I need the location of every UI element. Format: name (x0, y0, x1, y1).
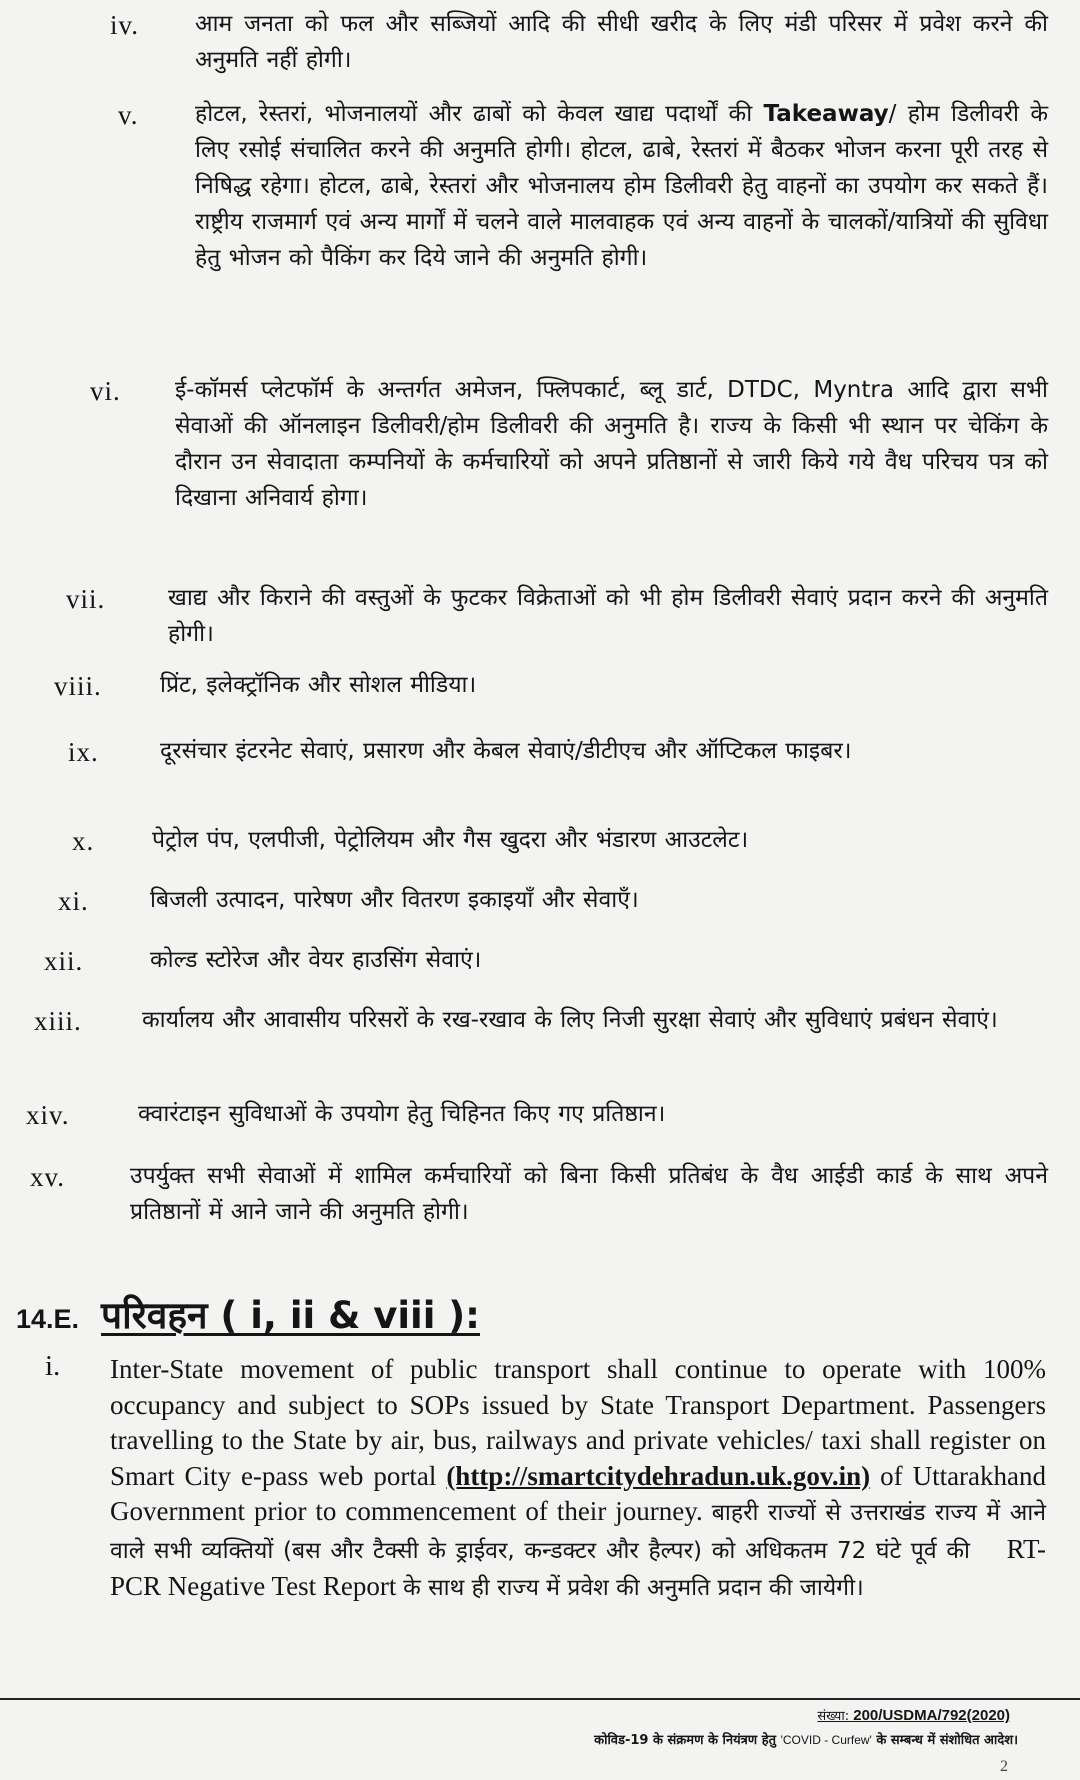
item-text: पेट्रोल पंप, एलपीजी, पेट्रोलियम और गैस खुदरा और भंडारण आउटलेट। (152, 827, 749, 853)
footer-note (594, 1730, 1018, 1748)
list-item-ix (0, 733, 1080, 805)
list-item-v (0, 96, 1080, 356)
list-item-vii (0, 580, 1080, 652)
section-heading (16, 1288, 480, 1339)
item-number: viii. (54, 671, 102, 701)
footer-note-quote: 'COVID - Curfew' (780, 1733, 872, 1747)
list-item-xii (0, 942, 1080, 982)
portal-link[interactable]: (http://smartcitydehradun.uk.gov.in) (446, 1460, 871, 1491)
list-item-xiii (0, 1002, 1080, 1074)
list-item-iv (0, 6, 1080, 78)
item-text-part: होटल, रेस्तरां, भोजनालयों और ढाबों को केवल खाद्य पदार्थों की (195, 101, 753, 127)
item-text: दूरसंचार इंटरनेट सेवाएं, प्रसारण और केबल सेवाएं/डीटीएच और ऑप्टिकल फाइबर। (160, 738, 852, 764)
list-item-xv (0, 1158, 1080, 1230)
reference-number (817, 1706, 1010, 1724)
item-number: ix. (68, 737, 99, 767)
item-text: क्वारंटाइन सुविधाओं के उपयोग हेतु चिहिनत किए गए प्रतिष्ठान। (138, 1101, 666, 1127)
footer-note-part: कोविड-19 के संक्रमण के नियंत्रण हेतु (594, 1733, 777, 1748)
item-number: iv. (110, 10, 139, 40)
item-text: आम जनता को फल और सब्जियों आदि की सीधी खरीद के लिए मंडी परिसर में प्रवेश करने की अनुमति नहीं होगी। (195, 11, 1048, 73)
item-text: खाद्य और किराने की वस्तुओं के फुटकर विक्रेताओं को भी होम डिलीवरी सेवाएं प्रदान करने की अनुमति होगी। (168, 585, 1048, 647)
reference-label: संख्या: (817, 1709, 850, 1724)
footer-divider (0, 1698, 1080, 1700)
list-item-x (0, 822, 1080, 862)
item-number: x. (72, 826, 95, 856)
item-number: xiii. (34, 1006, 82, 1036)
item-number: xi. (58, 886, 89, 916)
item-number: vi. (90, 376, 121, 406)
item-text-part: of Uttarakhand Government prior to commencement of their journey. (110, 1460, 1047, 1526)
item-number: xii. (44, 946, 84, 976)
section-number: 14.E. (16, 1304, 80, 1334)
item-text: प्रिंट, इलेक्ट्रॉनिक और सोशल मीडिया। (160, 672, 477, 698)
item-text: ई-कॉमर्स प्लेटफॉर्म के अन्तर्गत अमेजन, फ्लिपकार्ट, ब्लू डार्ट, DTDC, Myntra आदि द्वारा सभी सेवाओं की ऑनलाइन डिलीवरी/होम डिलीवरी की अनुमति है। राज्य के किसी भी स्थान पर चेकिंग के दौरान उन सेवादाता कम्पनियों के कर्मचारियों को अपने प्रतिष्ठानों से जारी किये गये वैध परिचय पत्र को दिखाना अनिवार्य होगा। (175, 377, 1048, 511)
item-text-part: Inter-State movement of public transport shall continue to operate with 100% occupancy and subject to SOPs issued by State Transport Department. Passengers travelling to the State by air, bus, railways and private vehicles/ taxi shall register on Smart City e-pass web portal (110, 1354, 1046, 1491)
item-number: v. (118, 100, 139, 130)
reference-value: 200/USDMA/792(2020) (853, 1707, 1010, 1724)
section-title: परिवहन ( i, ii & viii ): (101, 1294, 480, 1337)
list-item-vi (0, 372, 1080, 552)
list-item-viii (0, 667, 1080, 707)
item-number: xv. (30, 1162, 65, 1192)
item-text: कार्यालय और आवासीय परिसरों के रख-रखाव के लिए निजी सुरक्षा सेवाएं और सुविधाएं प्रबंधन सेवाएं। (142, 1007, 998, 1033)
list-item-xi (0, 882, 1080, 922)
item-text (195, 96, 1048, 276)
page-number: 2 (1000, 1758, 1008, 1775)
item-text (110, 1352, 1046, 1607)
item-text: बिजली उत्पादन, पारेषण और वितरण इकाइयाँ और सेवाएँ। (150, 887, 639, 913)
item-number: xiv. (26, 1100, 70, 1130)
item-text-hindi: के साथ ही राज्य में प्रवेश की अनुमति प्रदान की जायेगी। (403, 1575, 864, 1601)
item-number: vii. (66, 584, 106, 614)
item-text-bold: Takeaway (763, 101, 889, 127)
footer-note-part: के सम्बन्ध में संशोधित आदेश। (876, 1733, 1018, 1748)
item-text: उपर्युक्त सभी सेवाओं में शामिल कर्मचारियों को बिना किसी प्रतिबंध के वैध आईडी कार्ड के साथ अपने प्रतिष्ठानों में आने जाने की अनुमति होगी। (130, 1163, 1048, 1225)
item-text-hindi: बाहरी राज्यों से उत्तराखंड राज्य में आने वाले सभी व्यक्तियों (बस और टैक्सी के ड्राईवर, कन्डक्टर और हैल्पर) को अधिकतम 72 घंटे पूर्व की (110, 1500, 1047, 1564)
list-item-xiv (0, 1096, 1080, 1136)
item-text-part: RT-PCR Negative Test Report (110, 1533, 1046, 1601)
item-number: i. (45, 1350, 61, 1382)
item-text-part: / होम डिलीवरी के लिए रसोई संचालित करने की अनुमति होगी। होटल, ढाबे, रेस्तरां में बैठकर भोजन करना पूरी तरह से निषिद्ध रहेगा। होटल, ढाबे, रेस्तरां और भोजनालय होम डिलीवरी हेतु वाहनों का उपयोग कर सकते हैं। राष्ट्रीय राजमार्ग एवं अन्य मार्गों में चलने वाले मालवाहक एवं अन्य वाहनों के चालकों/यात्रियों की सुविधा हेतु भोजन को पैकिंग कर दिये जाने की अनुमति होगी। (195, 101, 1049, 271)
item-text: कोल्ड स्टोरेज और वेयर हाउसिंग सेवाएं। (150, 947, 482, 973)
